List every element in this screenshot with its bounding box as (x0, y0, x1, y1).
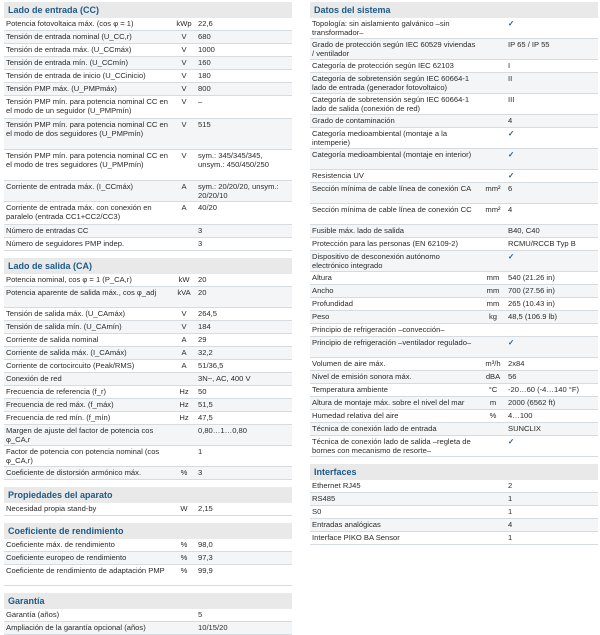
spec-label: Entradas analógicas (312, 520, 381, 529)
table-row (4, 412, 292, 425)
spec-label: Grado de protección según IEC 60529 viviendas / ventilador (312, 40, 476, 58)
spec-value: 50 (198, 387, 207, 396)
spec-label: Tensión PMP máx. (U_PMPmáx) (6, 84, 117, 93)
spec-unit (172, 609, 196, 621)
spec-table (310, 18, 598, 457)
section-title-datos-del-sistema: Datos del sistema (310, 2, 598, 18)
spec-value: sym.: 345/345/345, unsym.: 450/450/250 (198, 151, 269, 169)
spec-value (506, 324, 598, 336)
table-row (4, 238, 292, 251)
spec-label: Corriente de entrada máx. (I_CCmáx) (6, 182, 134, 191)
table-row (310, 480, 598, 493)
spec-unit (480, 149, 506, 169)
spec-label: Protección para las personas (EN 62109-2) (312, 239, 459, 248)
table-row (4, 57, 292, 70)
table-row (310, 298, 598, 311)
spec-value: 3 (198, 468, 203, 477)
spec-unit: % (180, 540, 188, 549)
spec-label: Corriente de salida máx. (I_CAmáx) (6, 348, 127, 357)
spec-unit: Hz (179, 400, 189, 409)
spec-label: Corriente de entrada máx. con conexión en paralelo (entrada CC1+CC2/CC3) (6, 203, 152, 221)
spec-value: 3 (198, 226, 203, 235)
spec-label: Volumen de aire máx. (312, 359, 386, 368)
table-row (310, 285, 598, 298)
spec-label: Altura (312, 273, 332, 282)
spec-label: Factor de potencia con potencia nominal (cos φ_CA,r) (6, 447, 160, 465)
spec-label: Frecuencia de red mín. (f_mín) (6, 413, 111, 422)
spec-table (4, 18, 292, 251)
spec-unit: V (181, 71, 187, 80)
table-row (4, 334, 292, 347)
spec-label: Categoría de sobretensión según IEC 60664-1 lado de salida (conexión de red) (312, 95, 470, 113)
section-title-garantia: Garantía (4, 593, 292, 609)
spec-unit: A (181, 182, 187, 191)
spec-value: B40, C40 (508, 226, 540, 235)
table-row (4, 347, 292, 360)
spec-value: 5 (198, 610, 203, 619)
spec-value: 264,5 (198, 309, 218, 318)
spec-label: Topología: sin aislamiento galvánico –sin transformador– (312, 19, 450, 37)
spec-value: 97,3 (198, 553, 213, 562)
spec-unit: V (181, 322, 187, 331)
table-row (310, 410, 598, 423)
spec-unit: mm (486, 286, 500, 295)
table-row (4, 70, 292, 83)
spec-table (4, 609, 292, 635)
spec-label: Potencia nominal, cos φ = 1 (P_CA,r) (6, 275, 132, 284)
spec-table (4, 503, 292, 516)
spec-unit: mm (486, 273, 500, 282)
section-title-lado-de-entrada-cc: Lado de entrada (CC) (4, 2, 292, 18)
spec-label: Peso (312, 312, 330, 321)
spec-label: Dispositivo de desconexión autónomo electrónico integrado (312, 252, 440, 270)
spec-unit: kg (488, 312, 498, 321)
spec-value: 800 (198, 84, 211, 93)
table-row (4, 202, 292, 225)
spec-unit: A (181, 361, 187, 370)
spec-label: Categoría de protección según IEC 62103 (312, 61, 454, 70)
spec-value: 680 (198, 32, 211, 41)
section-title-lado-de-salida-ca: Lado de salida (CA) (4, 258, 292, 274)
table-row (310, 115, 598, 128)
table-row (310, 324, 598, 337)
spec-label: Coeficiente de rendimiento de adaptación PMP (6, 566, 165, 575)
spec-unit: A (181, 203, 187, 212)
table-row (4, 181, 292, 202)
table-row (4, 565, 292, 586)
spec-unit (480, 39, 506, 59)
spec-unit (480, 73, 506, 93)
section-title-propiedades-del-aparato: Propiedades del aparato (4, 487, 292, 503)
table-row (4, 373, 292, 386)
spec-unit (172, 446, 196, 466)
spec-value: 20 (198, 275, 207, 284)
spec-unit: V (181, 32, 187, 41)
spec-value: 56 (508, 372, 517, 381)
spec-label: Principio de refrigeración –ventilador regulado– (312, 338, 472, 347)
spec-label: Ethernet RJ45 (312, 481, 361, 490)
spec-label: Tensión de salida mín. (U_CAmín) (6, 322, 122, 331)
spec-table (4, 539, 292, 586)
spec-label: Fusible máx. lado de salida (312, 226, 405, 235)
spec-label: Ancho (312, 286, 334, 295)
spec-unit (480, 506, 506, 518)
table-row (310, 272, 598, 285)
table-row (310, 204, 598, 225)
table-row (4, 119, 292, 150)
spec-label: Garantía (años) (6, 610, 60, 619)
spec-label: Tensión de entrada mín. (U_CCmín) (6, 58, 128, 67)
spec-value: 184 (198, 322, 211, 331)
spec-unit (480, 532, 506, 544)
spec-value: RCMU/RCCB Typ B (508, 239, 576, 248)
spec-unit (480, 324, 506, 336)
spec-label: Temperatura ambiente (312, 385, 388, 394)
spec-value: 40/20 (198, 203, 218, 212)
spec-value: 2000 (6562 ft) (508, 398, 556, 407)
spec-unit (172, 425, 196, 445)
spec-value: 2 (508, 481, 513, 490)
spec-unit: % (180, 566, 188, 575)
spec-unit (480, 18, 506, 38)
spec-table (4, 274, 292, 480)
table-row (4, 467, 292, 480)
spec-label: Humedad relativa del aire (312, 411, 399, 420)
spec-unit (172, 622, 196, 634)
spec-label: Frecuencia de referencia (f_r) (6, 387, 107, 396)
spec-unit: mm² (485, 205, 501, 214)
spec-label: Interface PIKO BA Sensor (312, 533, 400, 542)
table-row (4, 96, 292, 119)
spec-label: Técnica de conexión lado de salida –regleta de bornes con mecanismo de resorte– (312, 437, 471, 455)
spec-label: Frecuencia de red máx. (f_máx) (6, 400, 114, 409)
table-row (310, 170, 598, 183)
spec-value: 3 (198, 239, 203, 248)
table-row (4, 539, 292, 552)
spec-unit: Hz (179, 387, 189, 396)
spec-value: -20…60 (-4…140 °F) (508, 385, 579, 394)
table-row (310, 18, 598, 39)
table-row (4, 287, 292, 308)
spec-label: Categoría de sobretensión según IEC 60664-1 lado de entrada (generador fotovoltaico) (312, 74, 470, 92)
table-row (4, 425, 292, 446)
spec-value: 265 (10.43 in) (508, 299, 555, 308)
spec-label: Nivel de emisión sonora máx. (312, 372, 412, 381)
spec-unit (480, 115, 506, 127)
section-title-interfaces: Interfaces (310, 464, 598, 480)
table-row (310, 384, 598, 397)
spec-label: Categoría medioambiental (montaje a la intemperie) (312, 129, 448, 147)
spec-value: 1 (198, 447, 203, 456)
spec-label: Tensión de entrada máx. (U_CCmáx) (6, 45, 132, 54)
table-row (310, 532, 598, 545)
table-row (4, 399, 292, 412)
table-row (310, 337, 598, 358)
table-row (310, 436, 598, 457)
spec-label: Potencia fotovoltaica máx. (cos φ = 1) (6, 19, 134, 28)
spec-value: 99,9 (198, 566, 213, 575)
spec-unit: m³/h (485, 359, 501, 368)
spec-unit: % (180, 468, 188, 477)
spec-value: SUNCLIX (508, 424, 541, 433)
spec-value: 2,15 (198, 504, 213, 513)
left-column (4, 0, 292, 635)
spec-value: 4…100 (508, 411, 533, 420)
table-row (4, 308, 292, 321)
table-row (4, 446, 292, 467)
spec-table (310, 480, 598, 545)
spec-unit (172, 373, 196, 385)
spec-value: III (508, 95, 515, 104)
spec-unit (480, 225, 506, 237)
spec-value: 6 (508, 184, 513, 193)
table-row (4, 31, 292, 44)
spec-label: Sección mínima de cable línea de conexión CA (312, 184, 472, 193)
spec-label: Tensión de entrada nominal (U_CC,r) (6, 32, 132, 41)
spec-unit: V (181, 120, 187, 129)
spec-label: Técnica de conexión lado de entrada (312, 424, 437, 433)
table-row (310, 94, 598, 115)
spec-value: 32,2 (198, 348, 213, 357)
check-icon: ✓ (508, 252, 515, 261)
table-row (310, 251, 598, 272)
spec-label: RS485 (312, 494, 336, 503)
spec-unit: V (181, 97, 187, 106)
spec-label: Resistencia UV (312, 171, 364, 180)
spec-label: Corriente de salida nominal (6, 335, 99, 344)
spec-unit (480, 238, 506, 250)
spec-unit: mm (486, 299, 500, 308)
spec-unit: V (181, 151, 187, 160)
spec-unit: kVA (177, 288, 191, 297)
spec-value: 2x84 (508, 359, 525, 368)
spec-value: 1000 (198, 45, 215, 54)
spec-value: 98,0 (198, 540, 213, 549)
spec-label: Conexión de red (6, 374, 62, 383)
spec-unit (480, 493, 506, 505)
check-icon: ✓ (508, 129, 515, 138)
table-row (4, 150, 292, 181)
table-row (310, 519, 598, 532)
table-row (310, 225, 598, 238)
spec-value: – (198, 97, 203, 106)
table-row (310, 238, 598, 251)
spec-unit (480, 337, 506, 357)
table-row (310, 73, 598, 94)
spec-value: 22,6 (198, 19, 213, 28)
spec-value: 160 (198, 58, 211, 67)
spec-unit (172, 225, 196, 237)
spec-unit: dBA (485, 372, 501, 381)
spec-label: Tensión de salida máx. (U_CAmáx) (6, 309, 126, 318)
spec-unit: A (181, 335, 187, 344)
section-title-coeficiente-de-rendimiento: Coeficiente de rendimiento (4, 523, 292, 539)
spec-unit (480, 519, 506, 531)
spec-label: Coeficiente máx. de rendimiento (6, 540, 115, 549)
spec-value: 10/15/20 (198, 623, 228, 632)
table-row (310, 149, 598, 170)
spec-label: Tensión de entrada de inicio (U_CCinicio) (6, 71, 146, 80)
spec-value: 540 (21.26 in) (508, 273, 555, 282)
spec-label: Ampliación de la garantía opcional (años) (6, 623, 146, 632)
check-icon: ✓ (508, 150, 515, 159)
table-row (4, 83, 292, 96)
spec-unit: W (180, 504, 188, 513)
spec-unit: Hz (179, 413, 189, 422)
table-row (310, 371, 598, 384)
table-row (4, 552, 292, 565)
spec-unit: % (489, 411, 497, 420)
spec-value: 4 (508, 205, 513, 214)
spec-value: 0,80…1…0,80 (198, 426, 247, 435)
spec-value: sym.: 20/20/20, unsym.: 20/20/10 (198, 182, 279, 200)
table-row (4, 225, 292, 238)
spec-unit: °C (488, 385, 498, 394)
spec-label: Coeficiente europeo de rendimiento (6, 553, 127, 562)
spec-unit: m (489, 398, 497, 407)
spec-value: 47,5 (198, 413, 213, 422)
spec-label: Altura de montaje máx. sobre el nivel del mar (312, 398, 465, 407)
spec-label: Margen de ajuste del factor de potencia cos φ_CA,r (6, 426, 154, 444)
spec-value: 180 (198, 71, 211, 80)
spec-unit: V (181, 309, 187, 318)
spec-label: Tensión PMP mín. para potencia nominal CC en el modo de dos seguidores (U_PMPmín) (6, 120, 168, 138)
spec-label: Profundidad (312, 299, 353, 308)
spec-label: Número de seguidores PMP indep. (6, 239, 125, 248)
check-icon: ✓ (508, 437, 515, 446)
spec-label: Coeficiente de distorsión armónico máx. (6, 468, 142, 477)
spec-label: Categoría medioambiental (montaje en interior) (312, 150, 472, 159)
spec-value: 1 (508, 507, 513, 516)
spec-unit (480, 251, 506, 271)
check-icon: ✓ (508, 171, 515, 180)
spec-value: 48,5 (106.9 lb) (508, 312, 557, 321)
table-row (310, 493, 598, 506)
table-row (4, 321, 292, 334)
table-row (310, 183, 598, 204)
spec-unit (480, 94, 506, 114)
spec-unit (480, 480, 506, 492)
spec-unit (480, 128, 506, 148)
spec-value: 515 (198, 120, 211, 129)
spec-unit: V (181, 58, 187, 67)
table-row (310, 128, 598, 149)
spec-label: Corriente de cortocircuito (Peak/RMS) (6, 361, 135, 370)
spec-value: 29 (198, 335, 207, 344)
spec-unit: V (181, 45, 187, 54)
spec-value: I (508, 61, 511, 70)
table-row (310, 311, 598, 324)
spec-unit (480, 423, 506, 435)
spec-unit (480, 170, 506, 182)
spec-unit: V (181, 84, 187, 93)
spec-unit: mm² (485, 184, 501, 193)
check-icon: ✓ (508, 338, 515, 347)
table-row (4, 360, 292, 373)
table-row (310, 506, 598, 519)
spec-value: 51,5 (198, 400, 213, 409)
table-row (310, 423, 598, 436)
table-row (310, 397, 598, 410)
table-row (4, 503, 292, 516)
spec-value: 3N~, AC, 400 V (198, 374, 251, 383)
spec-label: Grado de contaminación (312, 116, 395, 125)
table-row (310, 358, 598, 371)
spec-unit (480, 436, 506, 456)
spec-label: Tensión PMP mín. para potencia nominal CC en el modo de tres seguidores (U_PMPmín) (6, 151, 168, 169)
spec-value: 4 (508, 520, 513, 529)
spec-label: Principio de refrigeración –convección– (312, 325, 445, 334)
spec-value: 51/36,5 (198, 361, 224, 370)
spec-unit (480, 60, 506, 72)
spec-unit (172, 238, 196, 250)
spec-value: 700 (27.56 in) (508, 286, 555, 295)
spec-unit: A (181, 348, 187, 357)
table-row (4, 44, 292, 57)
spec-unit: kW (178, 275, 190, 284)
spec-value: II (508, 74, 513, 83)
table-row (4, 18, 292, 31)
table-row (310, 60, 598, 73)
table-row (4, 622, 292, 635)
table-row (4, 274, 292, 287)
spec-unit: kWp (176, 19, 192, 28)
spec-value: IP 65 / IP 55 (508, 40, 550, 49)
spec-label: Potencia aparente de salida máx., cos φ_adj (6, 288, 157, 297)
spec-label: Tensión PMP mín. para potencia nominal CC en el modo de un seguidor (U_PMPmín) (6, 97, 168, 115)
table-row (4, 386, 292, 399)
spec-value: 1 (508, 533, 513, 542)
spec-label: Sección mínima de cable línea de conexión CC (312, 205, 472, 214)
spec-value: 4 (508, 116, 513, 125)
spec-value: 20 (198, 288, 207, 297)
spec-unit: % (180, 553, 188, 562)
table-row (4, 609, 292, 622)
spec-label: Necesidad propia stand-by (6, 504, 97, 513)
spec-value: 1 (508, 494, 513, 503)
spec-label: Número de entradas CC (6, 226, 89, 235)
table-row (310, 39, 598, 60)
right-column (310, 0, 598, 545)
check-icon: ✓ (508, 19, 515, 28)
spec-label: S0 (312, 507, 322, 516)
